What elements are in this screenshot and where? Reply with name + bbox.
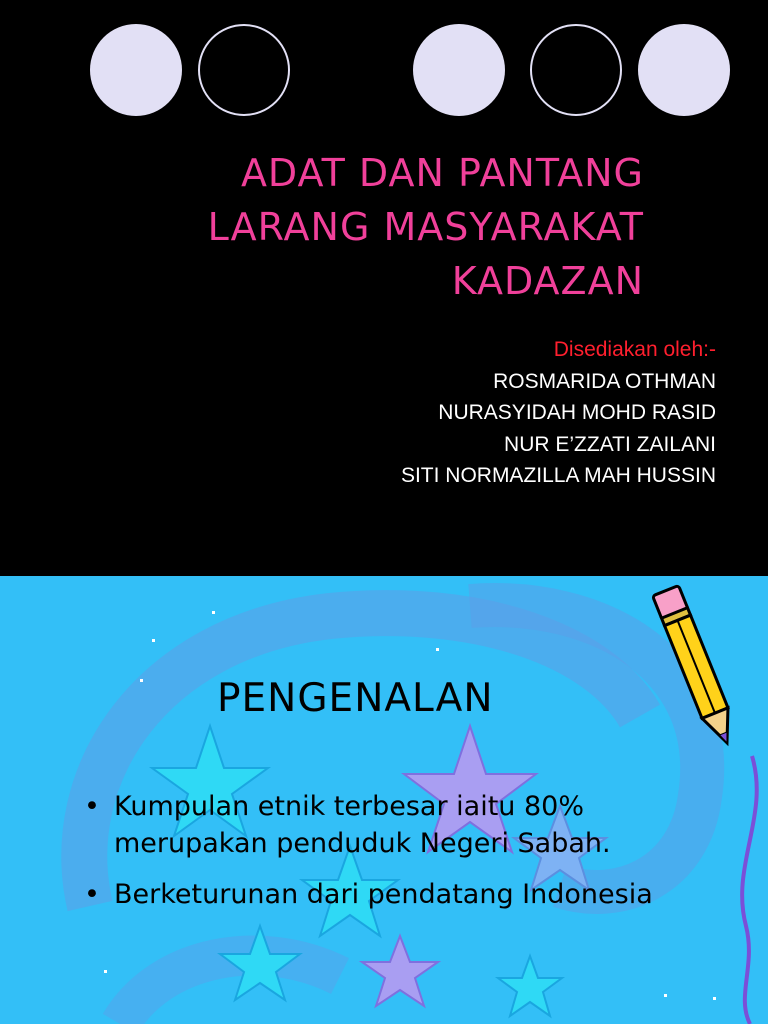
slide-title	[208, 146, 644, 308]
decorative-circle-outline	[530, 24, 622, 116]
sparkle	[152, 639, 155, 642]
slide-title-line: LARANG MASYARAKAT	[207, 205, 644, 249]
star-shape	[362, 936, 438, 1006]
bullet-item	[84, 788, 704, 862]
sparkle	[713, 997, 716, 1000]
bullet-list	[84, 788, 704, 927]
star-shape	[498, 956, 562, 1016]
author-name: NURASYIDAH MOHD RASID	[438, 401, 716, 424]
sparkle	[664, 994, 667, 997]
swirl-shape	[120, 956, 340, 1024]
bullet-item	[84, 876, 704, 913]
prepared-by-label: Disediakan oleh:-	[553, 338, 716, 361]
slide-title-line: ADAT DAN PANTANG	[240, 151, 644, 195]
slide-title-line: KADAZAN	[451, 259, 644, 303]
bullet-text: Berketurunan dari pendatang Indonesia	[114, 879, 653, 910]
author-name: NUR E’ZZATI ZAILANI	[504, 432, 716, 456]
author-name: ROSMARIDA OTHMAN	[493, 369, 716, 393]
sparkle	[104, 970, 107, 973]
decorative-circle-filled	[638, 24, 730, 116]
pencil-line	[742, 756, 757, 1024]
bullet-dot: •	[84, 879, 100, 910]
bullet-dot: •	[84, 791, 100, 822]
decorative-circle-filled	[90, 24, 182, 116]
sparkle	[140, 679, 143, 682]
author-name: SITI NORMAZILLA MAH HUSSIN	[400, 464, 716, 487]
content-slide	[0, 576, 768, 1024]
decorative-circle-outline	[198, 24, 290, 116]
sparkle	[436, 648, 439, 651]
decorative-circle-filled	[413, 24, 505, 116]
credits	[401, 334, 716, 492]
section-heading: PENGENALAN	[217, 676, 494, 721]
sparkle	[212, 611, 215, 614]
bullet-text: Kumpulan etnik terbesar iaitu 80% merupakan penduduk Negeri Sabah.	[114, 791, 611, 859]
